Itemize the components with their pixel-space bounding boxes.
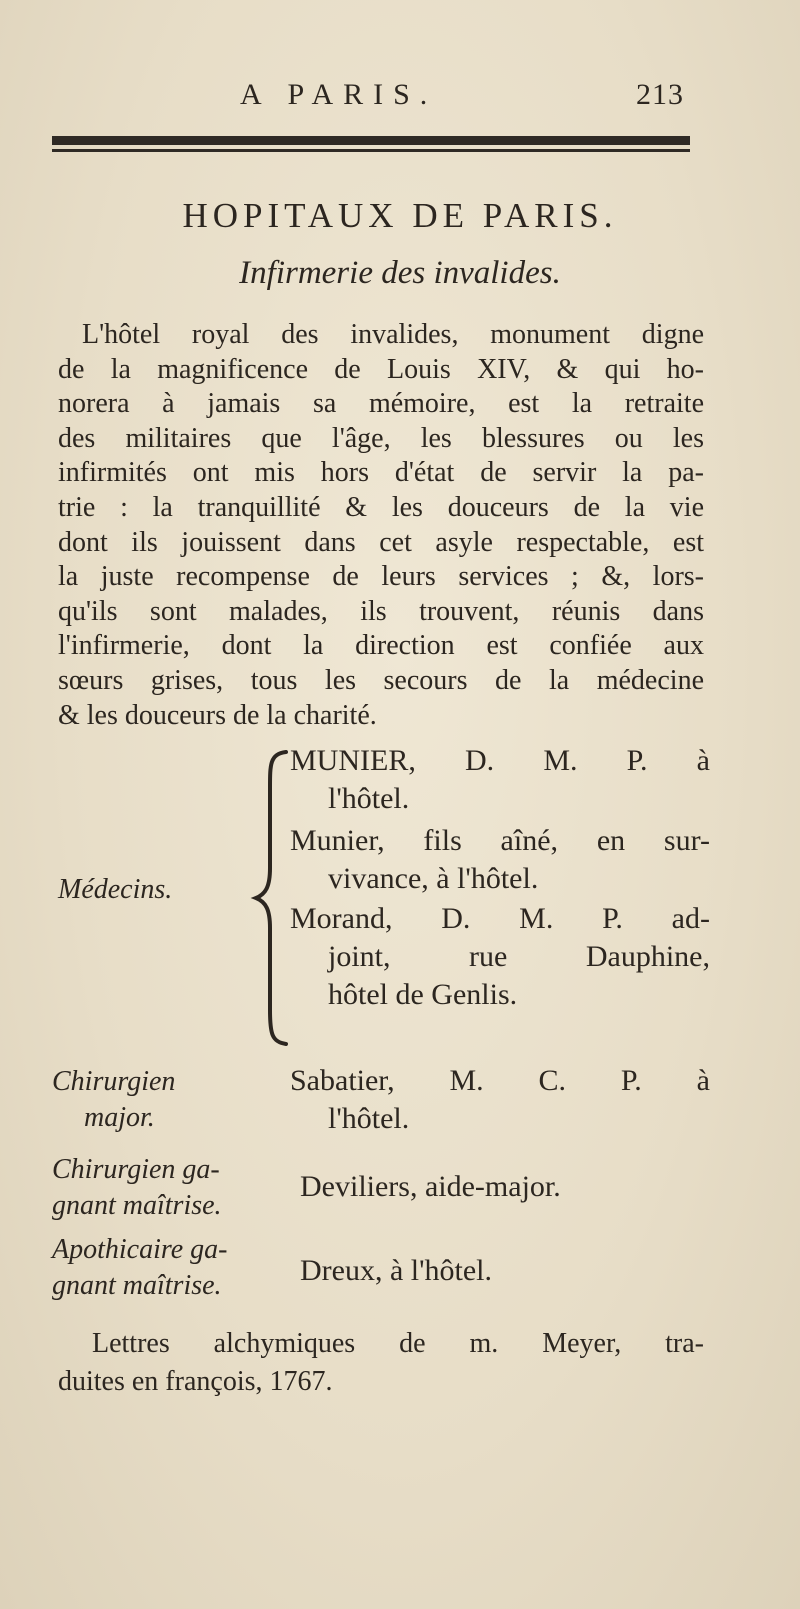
staff-entry-munier-fils — [290, 822, 710, 898]
staff-entry-line: vivance, à l'hôtel. — [328, 862, 539, 895]
paragraph-line: des militaires que l'âge, les blessures ou les — [58, 422, 704, 454]
staff-entry-line: Sabatier, M. C. P. à — [290, 1064, 710, 1097]
staff-entry-line: Dreux, à l'hôtel. — [300, 1254, 493, 1287]
paragraph-line: l'infirmerie, dont la direction est confiée aux — [58, 630, 704, 662]
role-chirurgien-major: Chirurgien — [52, 1066, 176, 1097]
paragraph-line: & les douceurs de la charité. — [58, 699, 377, 731]
body-paragraph — [58, 318, 704, 733]
role-medecins: Médecins. — [58, 874, 173, 905]
role-chirurgien-gagnant: Chirurgien ga- — [52, 1154, 220, 1185]
staff-entry-line: Munier, fils aîné, en sur- — [290, 824, 710, 857]
paragraph-line: trie : la tranquillité & les douceurs de la vie — [58, 491, 704, 523]
section-subtitle: Infirmerie des invalides. — [239, 255, 561, 291]
role-apothicaire: Apothicaire ga- — [52, 1234, 228, 1265]
paragraph-line: sœurs grises, tous les secours de la médecine — [58, 664, 704, 696]
role-chirurgien-major-line2: major. — [84, 1102, 155, 1133]
note-line: duites en françois, 1767. — [58, 1366, 333, 1397]
staff-entry-line: l'hôtel. — [328, 782, 410, 815]
staff-entry-line: Morand, D. M. P. ad- — [290, 902, 710, 935]
staff-entry-munier — [290, 742, 710, 818]
page-number: 213 — [636, 78, 684, 111]
staff-entry-line: l'hôtel. — [328, 1102, 410, 1135]
paragraph-line: dont ils jouissent dans cet asyle respectable, est — [58, 526, 704, 558]
paragraph-line: norera à jamais sa mémoire, est la retraite — [58, 388, 704, 420]
paragraph-line: la juste recompense de leurs services ; &, lors- — [58, 561, 704, 593]
staff-list — [0, 744, 800, 1308]
footer-note — [58, 1325, 704, 1401]
staff-entry-line: Deviliers, aide-major. — [300, 1170, 561, 1203]
header-rule-thin — [52, 149, 690, 152]
paragraph-line: de la magnificence de Louis XIV, & qui ho- — [58, 353, 704, 385]
staff-entry-dreux — [300, 1252, 720, 1290]
staff-entry-deviliers — [300, 1168, 720, 1206]
note-line: Lettres alchymiques de m. Meyer, tra- — [92, 1328, 704, 1359]
staff-entry-sabatier — [290, 1062, 710, 1138]
role-chirurgien-gagnant-line2: gnant maîtrise. — [52, 1190, 222, 1221]
running-head — [0, 78, 800, 118]
curly-brace — [250, 748, 290, 1048]
section-title: HOPITAUX DE PARIS. — [182, 196, 618, 235]
header-rule-thick — [52, 136, 690, 145]
staff-entry-line: hôtel de Genlis. — [328, 978, 518, 1011]
paragraph-line: infirmités ont mis hors d'état de servir la pa- — [58, 457, 704, 489]
paragraph-line: qu'ils sont malades, ils trouvent, réunis dans — [58, 595, 704, 627]
staff-entry-line: MUNIER, D. M. P. à — [290, 744, 710, 777]
header-rule — [52, 136, 690, 154]
staff-entry-line: joint, rue Dauphine, — [328, 940, 710, 973]
running-head-title: A PARIS. — [240, 78, 438, 111]
role-apothicaire-line2: gnant maîtrise. — [52, 1270, 222, 1301]
paragraph-line: L'hôtel royal des invalides, monument digne — [82, 319, 704, 350]
staff-entry-morand — [290, 900, 710, 1014]
